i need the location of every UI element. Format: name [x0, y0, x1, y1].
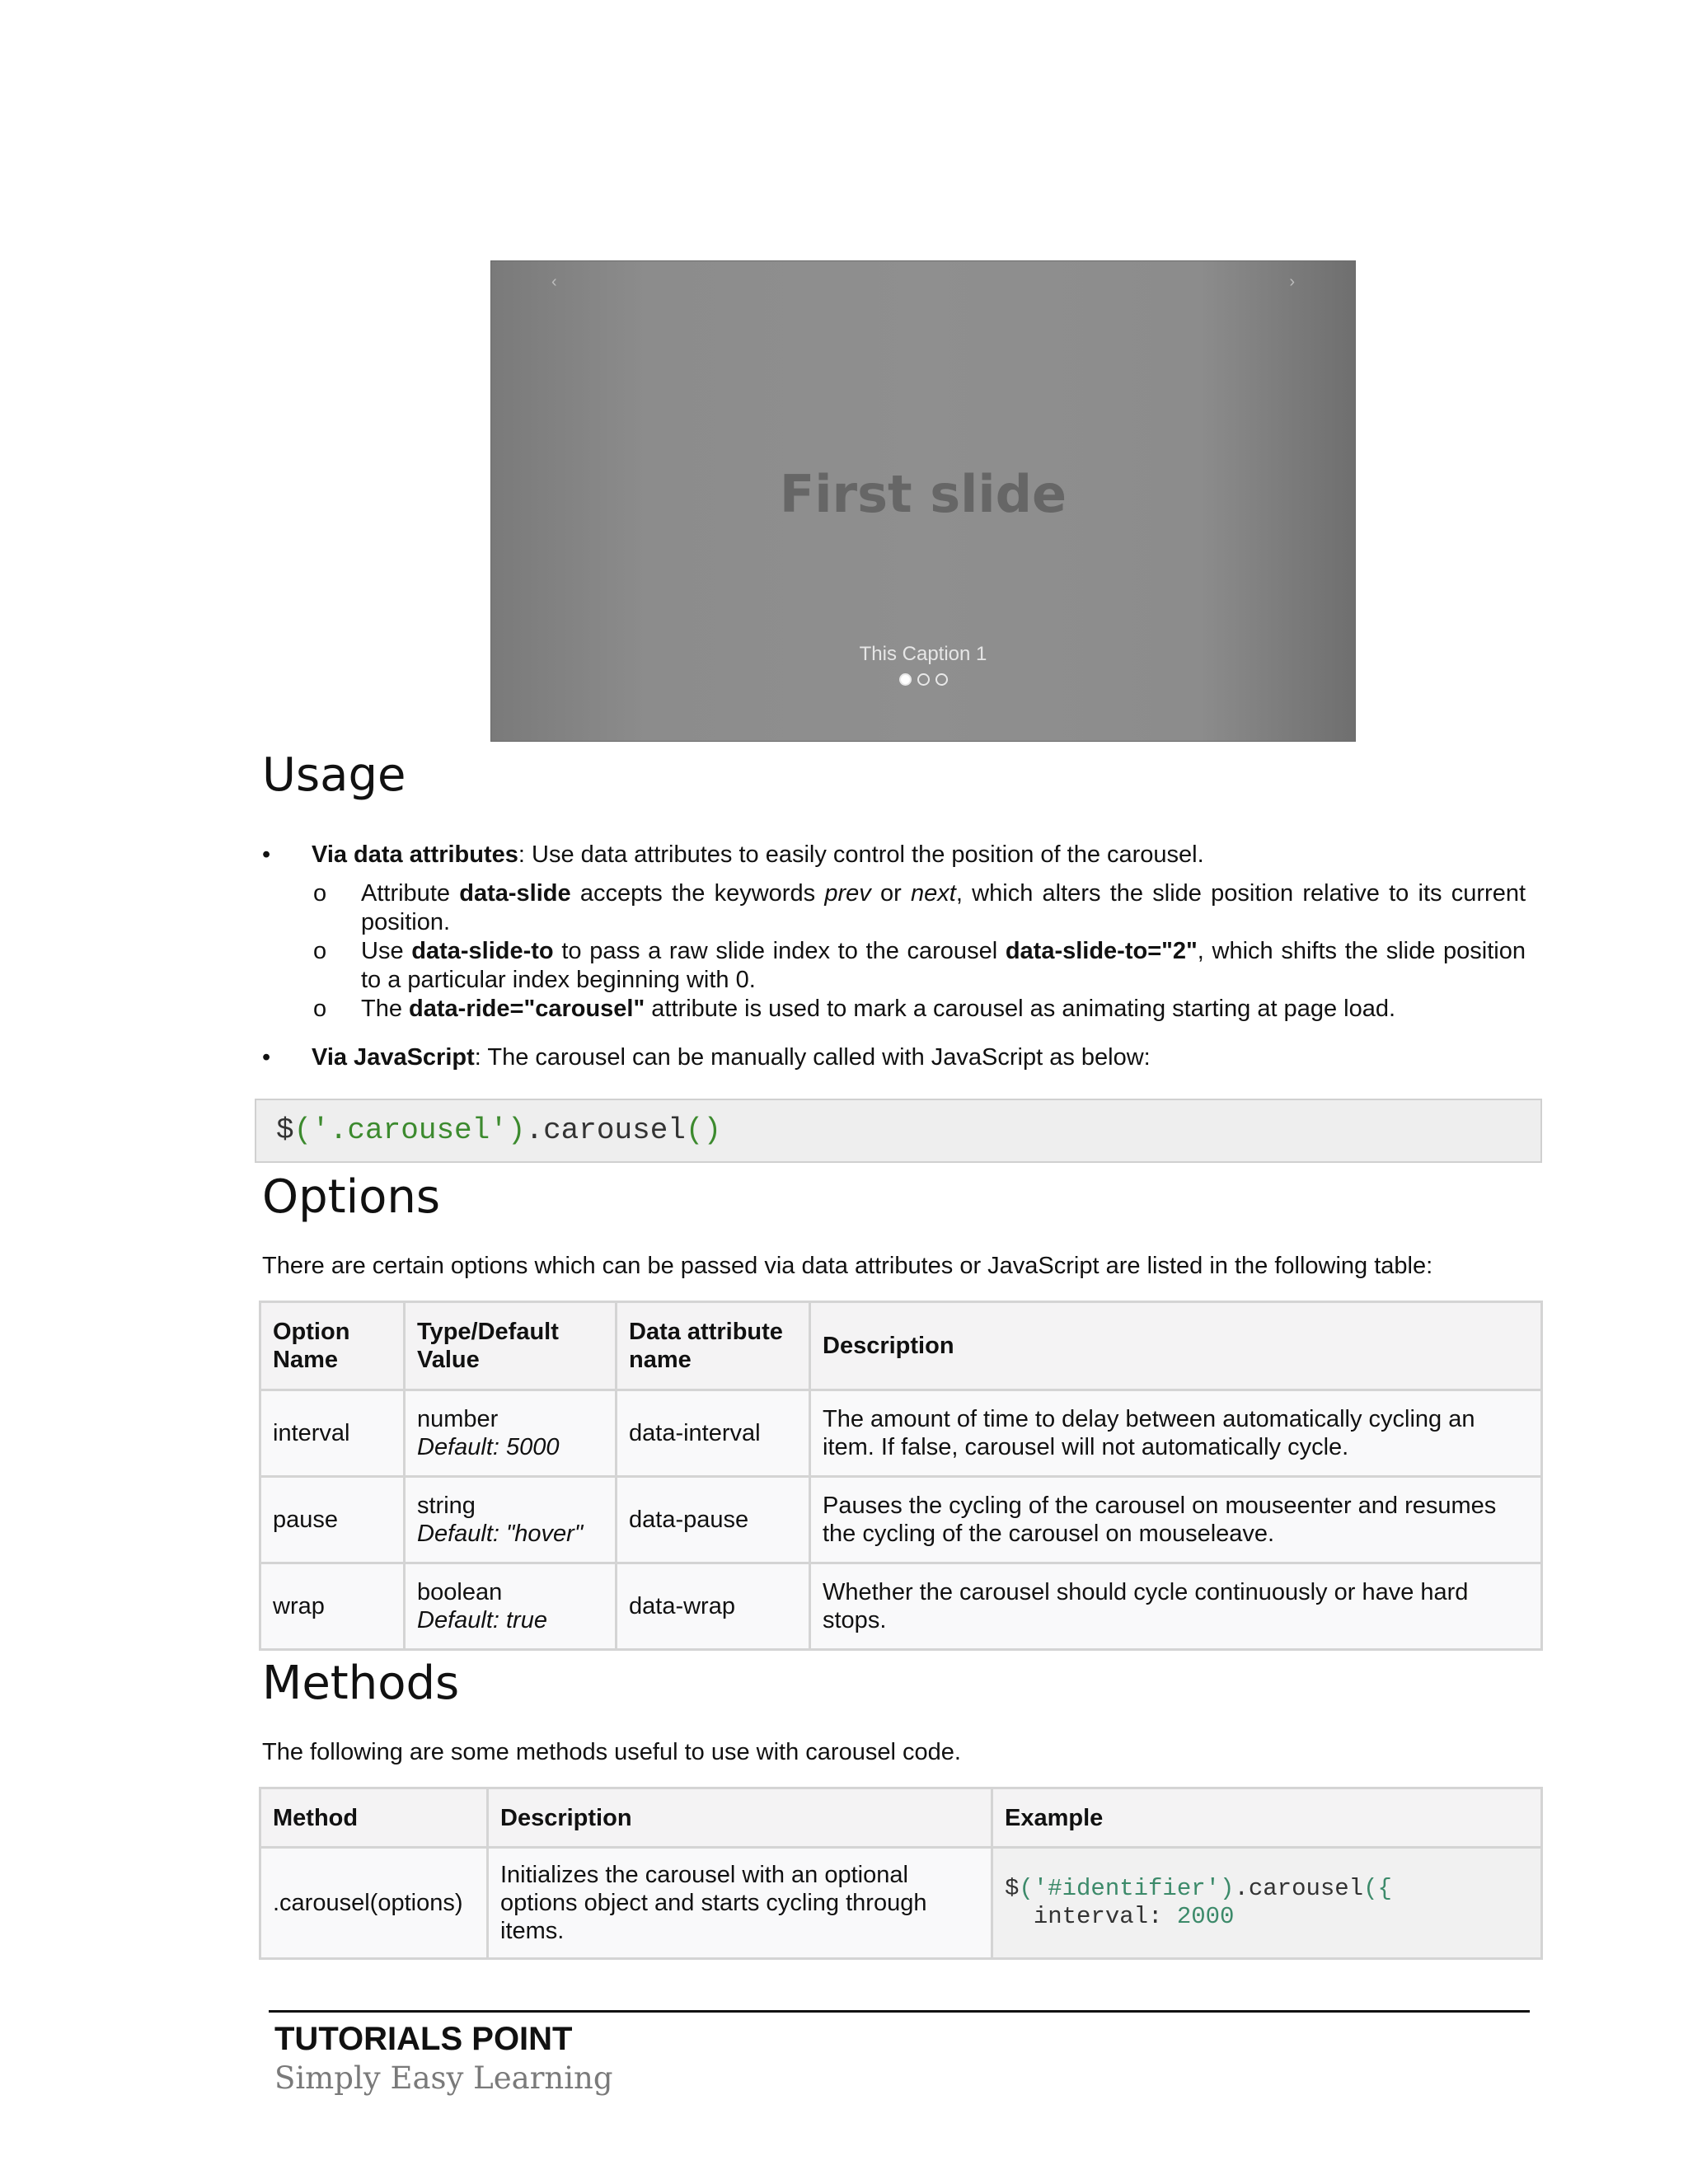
default-value: Default: "hover" [417, 1521, 584, 1547]
text: attribute is used to mark a carousel as animating starting at page load. [645, 996, 1396, 1022]
code-term: data-slide-to="2" [1005, 938, 1198, 964]
text: , which alters the slide position relative to its current position. [361, 880, 1526, 935]
method-name: .carousel(options) [260, 1848, 488, 1959]
table-row [260, 1563, 1542, 1650]
column-header: Description [488, 1788, 992, 1848]
code-token: $ [276, 1113, 294, 1147]
option-attr: data-pause [617, 1477, 810, 1563]
option-desc: Pauses the cycling of the carousel on mouseenter and resumes the cycling of the carousel on mouseleave. [810, 1477, 1542, 1563]
type: boolean [417, 1579, 503, 1605]
table-row [260, 1390, 1542, 1477]
code-block [255, 1099, 1542, 1163]
column-header: Description [810, 1302, 1542, 1390]
code-token: ({ [1363, 1875, 1392, 1902]
indicator-dot-icon [917, 673, 930, 686]
table-header-row [260, 1788, 1542, 1848]
column-header: Type/Default Value [405, 1302, 617, 1390]
bullet-label: Via JavaScript [312, 1044, 475, 1071]
type: string [417, 1493, 476, 1519]
code-token: () [685, 1113, 722, 1147]
text: accepts the keywords [570, 880, 825, 907]
column-header: Option Name [260, 1302, 405, 1390]
code-token: .carousel [1234, 1875, 1364, 1902]
methods-heading: Methods [262, 1657, 460, 1710]
bullet-text: : Use data attributes to easily control the position of the carousel. [518, 841, 1204, 868]
options-heading: Options [262, 1170, 441, 1224]
code-token: $ [1005, 1875, 1020, 1902]
type: number [417, 1406, 499, 1432]
footer-brand: TUTORIALS POINT [274, 2021, 573, 2057]
slide-title: First slide [779, 464, 1067, 524]
list-item [262, 1043, 1526, 1072]
indicator-dot-icon [935, 673, 948, 686]
keyword: prev [824, 880, 871, 907]
code-term: data-slide-to [411, 938, 554, 964]
code-token: .carousel [525, 1113, 686, 1147]
list-item [262, 841, 1526, 869]
table-header-row [260, 1302, 1542, 1390]
sub-list-item [262, 995, 1526, 1024]
text: to pass a raw slide index to the carousel [553, 938, 1006, 964]
bullet-label: Via data attributes [312, 841, 518, 868]
chevron-right-icon: › [1289, 273, 1295, 291]
sub-list-item [262, 879, 1526, 937]
method-desc: Initializes the carousel with an optional options object and starts cycling through items. [488, 1848, 992, 1959]
default-value: Default: 5000 [417, 1434, 560, 1460]
table-row [260, 1848, 1542, 1959]
table-row [260, 1477, 1542, 1563]
carousel-indicators [491, 673, 1355, 686]
option-attr: data-wrap [617, 1563, 810, 1650]
slide-caption: This Caption 1 [859, 643, 987, 665]
sub-list-item [262, 937, 1526, 995]
code-term: data-ride="carousel" [409, 996, 645, 1022]
circle-bullet-icon: o [313, 996, 327, 1022]
options-table [259, 1301, 1543, 1651]
option-name: pause [260, 1477, 405, 1563]
option-type [405, 1390, 617, 1477]
text: , which shifts the slide position to a particular index beginning with 0. [361, 938, 1526, 993]
usage-list [262, 841, 1526, 1082]
carousel-example-image [490, 260, 1356, 742]
circle-bullet-icon: o [313, 938, 327, 964]
code-token: ('.carousel') [293, 1113, 526, 1147]
footer-divider [269, 2010, 1530, 2013]
code-token: ('#identifier') [1019, 1875, 1235, 1902]
code-token: interval: [1033, 1903, 1177, 1930]
indicator-dot-icon [899, 673, 912, 686]
default-value: Default: true [417, 1607, 547, 1633]
code-term: data-slide [459, 880, 571, 907]
keyword: next [911, 880, 956, 907]
column-header: Method [260, 1788, 488, 1848]
option-desc: Whether the carousel should cycle continuously or have hard stops. [810, 1563, 1542, 1650]
text: The [361, 996, 410, 1022]
code-token: 2000 [1176, 1903, 1235, 1930]
option-desc: The amount of time to delay between automatically cycling an item. If false, carousel will not automatically cycle. [810, 1390, 1542, 1477]
option-type [405, 1563, 617, 1650]
usage-heading: Usage [262, 748, 406, 802]
options-intro: There are certain options which can be passed via data attributes or JavaScript are listed in the following table: [262, 1253, 1433, 1279]
column-header: Data attribute name [617, 1302, 810, 1390]
text: Use [361, 938, 412, 964]
method-example [992, 1848, 1542, 1959]
column-header: Example [992, 1788, 1542, 1848]
chevron-left-icon: ‹ [551, 273, 557, 291]
footer-tagline: Simply Easy Learning [274, 2060, 613, 2096]
option-attr: data-interval [617, 1390, 810, 1477]
circle-bullet-icon: o [313, 880, 327, 907]
option-name: wrap [260, 1563, 405, 1650]
text: Attribute [361, 880, 460, 907]
methods-table [259, 1787, 1543, 1960]
option-type [405, 1477, 617, 1563]
text: or [870, 880, 912, 907]
methods-intro: The following are some methods useful to use with carousel code. [262, 1739, 961, 1765]
bullet-text: : The carousel can be manually called with JavaScript as below: [474, 1044, 1151, 1071]
option-name: interval [260, 1390, 405, 1477]
